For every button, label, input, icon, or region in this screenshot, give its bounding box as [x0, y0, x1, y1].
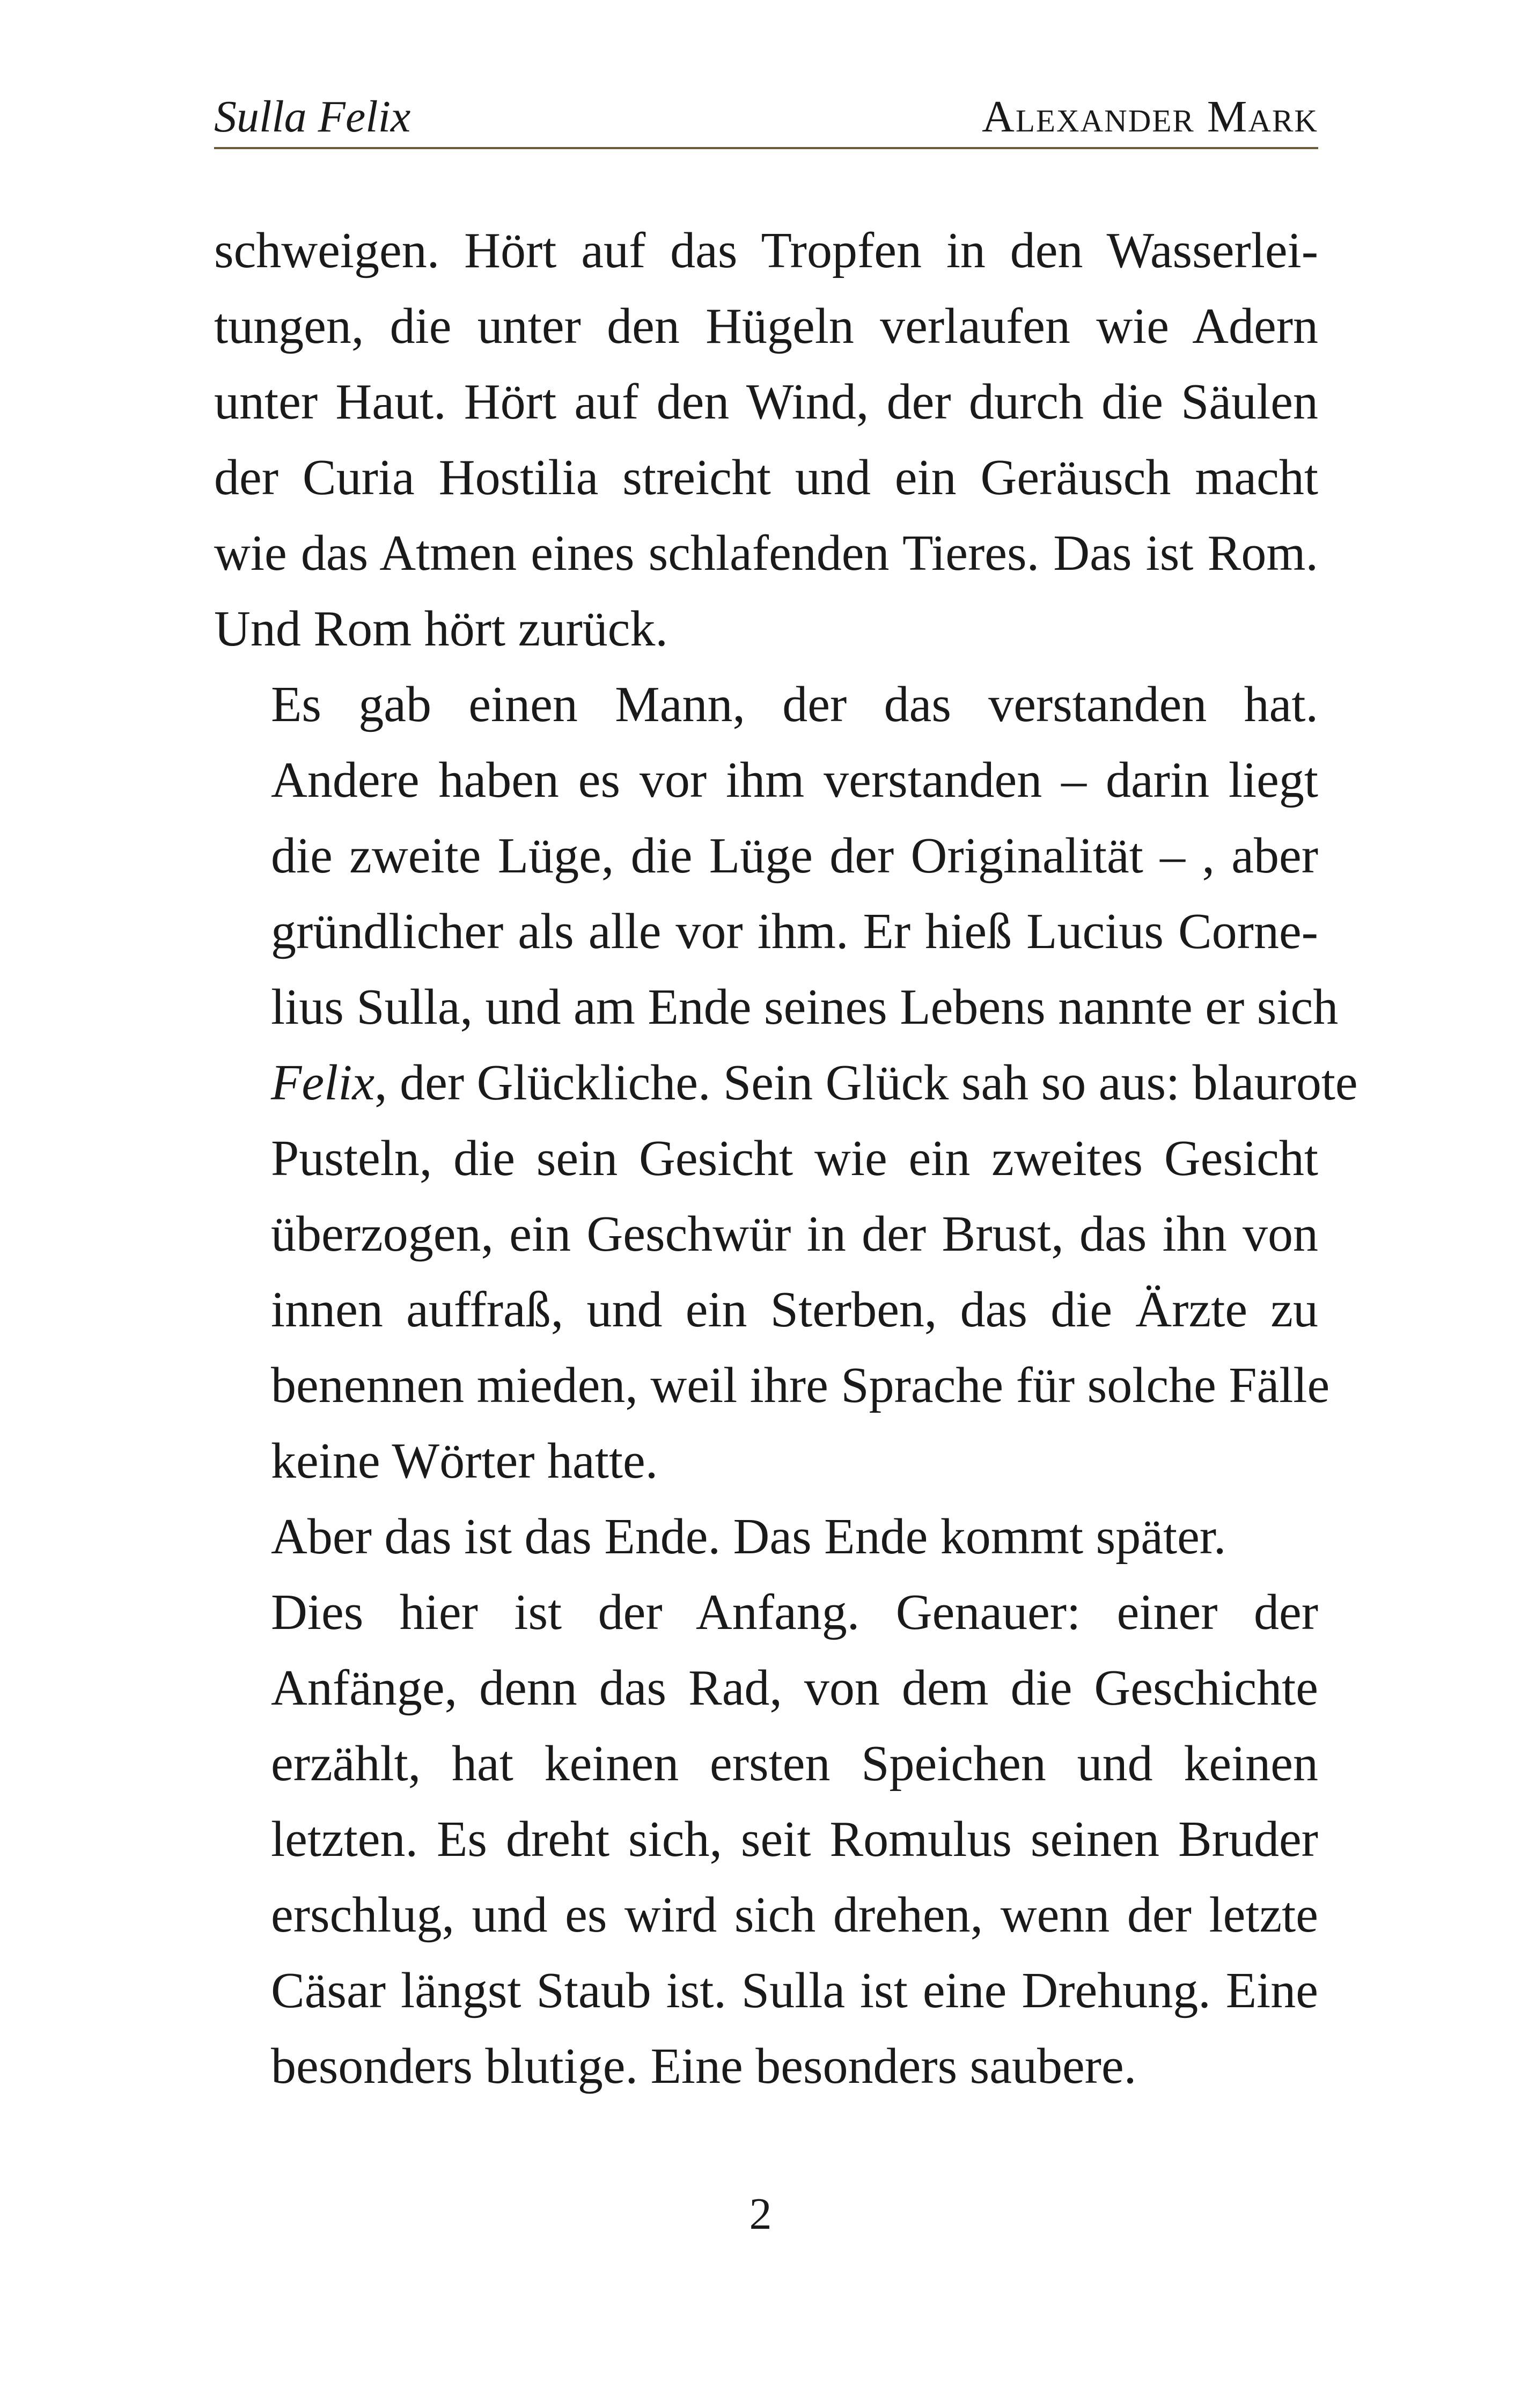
text-line: Dies hier ist der Anfang. Genauer: einer der: [271, 1584, 1318, 1640]
text-line: erzählt, hat keinen ersten Speichen und keinen: [271, 1736, 1318, 1792]
text-line: Andere haben es vor ihm verstanden – darin liegt: [271, 752, 1318, 808]
text-line: besonders blutige. Eine besonders saubere.: [271, 2038, 1137, 2094]
line-rest: , der Glückliche. Sein Glück sah so aus: blaurote: [374, 1055, 1358, 1111]
page-number: 2: [749, 2189, 772, 2239]
text-line: lius Sulla, und am Ende seines Lebens nannte er sich: [271, 979, 1339, 1035]
text-line: unter Haut. Hört auf den Wind, der durch die Säulen: [214, 374, 1318, 430]
emphasis-word: Felix: [271, 1055, 375, 1111]
paragraph: [214, 667, 1358, 1499]
text-line: innen auffraß, und ein Sterben, das die Ärzte zu: [271, 1282, 1318, 1338]
text-line: die zweite Lüge, die Lüge der Originalität – , aber: [271, 828, 1318, 884]
text-line: [214, 1045, 1358, 1121]
paragraph: [214, 213, 1318, 667]
text-line: erschlug, und es wird sich drehen, wenn der letzte: [271, 1887, 1318, 1943]
running-head-title: Sulla Felix: [214, 92, 411, 142]
text-line: Anfänge, denn das Rad, von dem die Geschichte: [271, 1660, 1318, 1716]
paragraph: [214, 1499, 1318, 1575]
text-line: letzten. Es dreht sich, seit Romulus seinen Bruder: [271, 1811, 1318, 1867]
text-line: schweigen. Hört auf das Tropfen in den Wasserlei-: [214, 223, 1318, 278]
text-line: Cäsar längst Staub ist. Sulla ist eine Drehung. Eine: [271, 1963, 1318, 2018]
paragraph: [214, 1575, 1318, 2104]
text-line: Es gab einen Mann, der das verstanden hat.: [271, 677, 1318, 732]
text-line: überzogen, ein Geschwür in der Brust, das ihn von: [271, 1206, 1318, 1262]
text-line: der Curia Hostilia streicht und ein Geräusch macht: [214, 450, 1318, 505]
text-line: keine Wörter hatte.: [271, 1433, 658, 1489]
text-line: Und Rom hört zurück.: [214, 601, 668, 657]
running-head-author: Alexander Mark: [982, 92, 1318, 142]
text-line: benennen mieden, weil ihre Sprache für solche Fälle: [271, 1357, 1330, 1413]
text-line: Aber das ist das Ende. Das Ende kommt später.: [271, 1509, 1226, 1565]
running-head-rule: [214, 147, 1318, 149]
text-line: tungen, die unter den Hügeln verlaufen wie Adern: [214, 298, 1318, 354]
running-head: [214, 80, 1318, 140]
body-text: [214, 213, 1358, 2104]
text-line: gründlicher als alle vor ihm. Er hieß Lucius Corne-: [271, 904, 1318, 959]
text-line: Pusteln, die sein Gesicht wie ein zweites Gesicht: [271, 1130, 1318, 1186]
text-line: wie das Atmen eines schlafenden Tieres. Das ist Rom.: [214, 525, 1318, 581]
